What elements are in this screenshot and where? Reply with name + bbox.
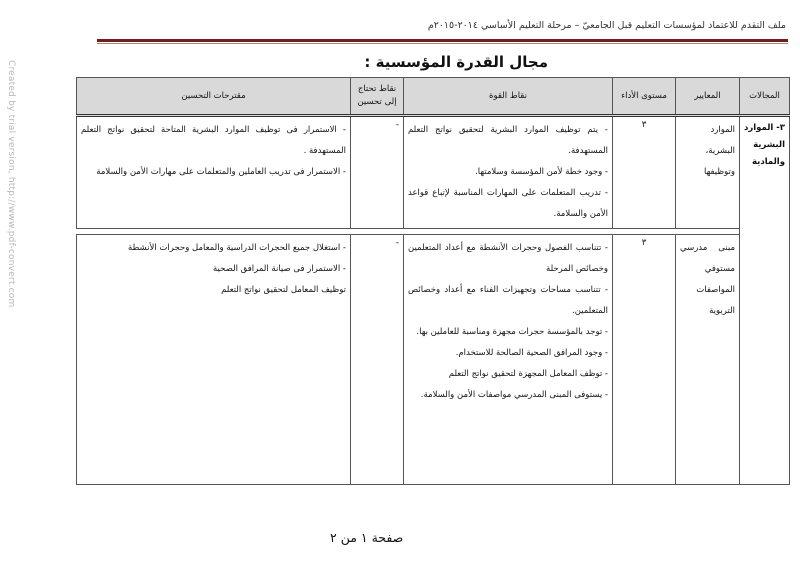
criterion-cell xyxy=(676,235,740,485)
strength-item: - توظف المعامل المجهزة لتحقيق نواتج التعلم xyxy=(448,369,608,379)
strengths-cell xyxy=(404,116,613,229)
col-header-suggestions: مقترحات التحسين xyxy=(77,78,351,116)
col-header-domains: المجالات xyxy=(740,78,790,116)
improvement-points-cell: - xyxy=(351,235,404,485)
col-header-criteria: المعايير xyxy=(676,78,740,116)
suggestion-item: توظيف المعامل لتحقيق نواتج التعلم xyxy=(221,285,346,295)
strength-item: - وجود المرافق الصحية الصالحة للاستخدام. xyxy=(455,348,608,358)
strength-item: - يتم توظيف الموارد البشرية لتحقيق نواتج التعلم المستهدفة. xyxy=(408,125,608,156)
suggestions-cell xyxy=(77,235,351,485)
page-number: صفحة ١ من ٢ xyxy=(330,530,404,545)
level-cell: ٣ xyxy=(613,116,676,229)
domain-cell: ٣- الموارد البشرية والمادية xyxy=(740,116,790,485)
criterion-cell xyxy=(676,116,740,229)
header-divider-thin xyxy=(97,43,788,44)
table-row xyxy=(77,235,790,485)
col-header-strengths: نقاط القوة xyxy=(404,78,613,116)
criterion-text: مبنى مدرسي مستوفي المواصفات التربوية xyxy=(680,243,735,316)
strength-item: - تدريب المتعلمات على المهارات المناسبة لإتباع قواعد الأمن والسلامة. xyxy=(408,188,608,219)
strengths-cell xyxy=(404,235,613,485)
section-title: مجال القدرة المؤسسية : xyxy=(364,53,548,71)
suggestion-item: - الاستمرار فى توظيف الموارد البشرية المتاحة لتحقيق نواتج التعلم المستهدفة . xyxy=(81,125,346,156)
suggestion-item: - استغلال جميع الحجرات الدراسية والمعامل وحجرات الأنشطة xyxy=(128,243,346,253)
strength-item: - وجود خطة لأمن المؤسسة وسلامتها. xyxy=(475,167,608,177)
criterion-text: الموارد البشرية، وتوظيفها xyxy=(704,125,735,177)
improvement-points-cell: - xyxy=(351,116,404,229)
suggestion-item: - الاستمرار فى صيانة المرافق الصحية xyxy=(213,264,346,274)
strength-item: - تتناسب الفصول وحجرات الأنشطة مع أعداد المتعلمين وخصائص المرحلة xyxy=(408,243,608,274)
col-header-performance-level: مستوى الأداء xyxy=(613,78,676,116)
table-header-row xyxy=(77,78,790,116)
header-divider xyxy=(97,39,788,42)
strength-item: - توجد بالمؤسسة حجرات مجهزة ومناسبة للعاملين بها. xyxy=(416,327,608,337)
accreditation-table xyxy=(76,77,790,485)
trial-watermark: Created by trial version, http://www.pdf-convert.com xyxy=(6,60,16,308)
strength-item: - تتناسب مساحات وتجهيزات الفناء مع أعداد وخصائص المتعلمين. xyxy=(408,285,608,316)
page-header: ملف التقدم للاعتماد لمؤسسات التعليم قبل الجامعيّ – مرحلة التعليم الأساسي ٢٠١٤-٢٠١٥م xyxy=(427,20,786,31)
suggestions-cell xyxy=(77,116,351,229)
suggestion-item: - الاستمرار فى تدريب العاملين والمتعلمات على مهارات الأمن والسلامة xyxy=(96,167,346,177)
table-row xyxy=(77,116,790,229)
col-header-improvement-points: نقاط تحتاج إلى تحسين xyxy=(351,78,404,116)
level-cell: ٣ xyxy=(613,235,676,485)
strength-item: - يستوفى المبنى المدرسي مواصفات الأمن والسلامة. xyxy=(420,390,608,400)
